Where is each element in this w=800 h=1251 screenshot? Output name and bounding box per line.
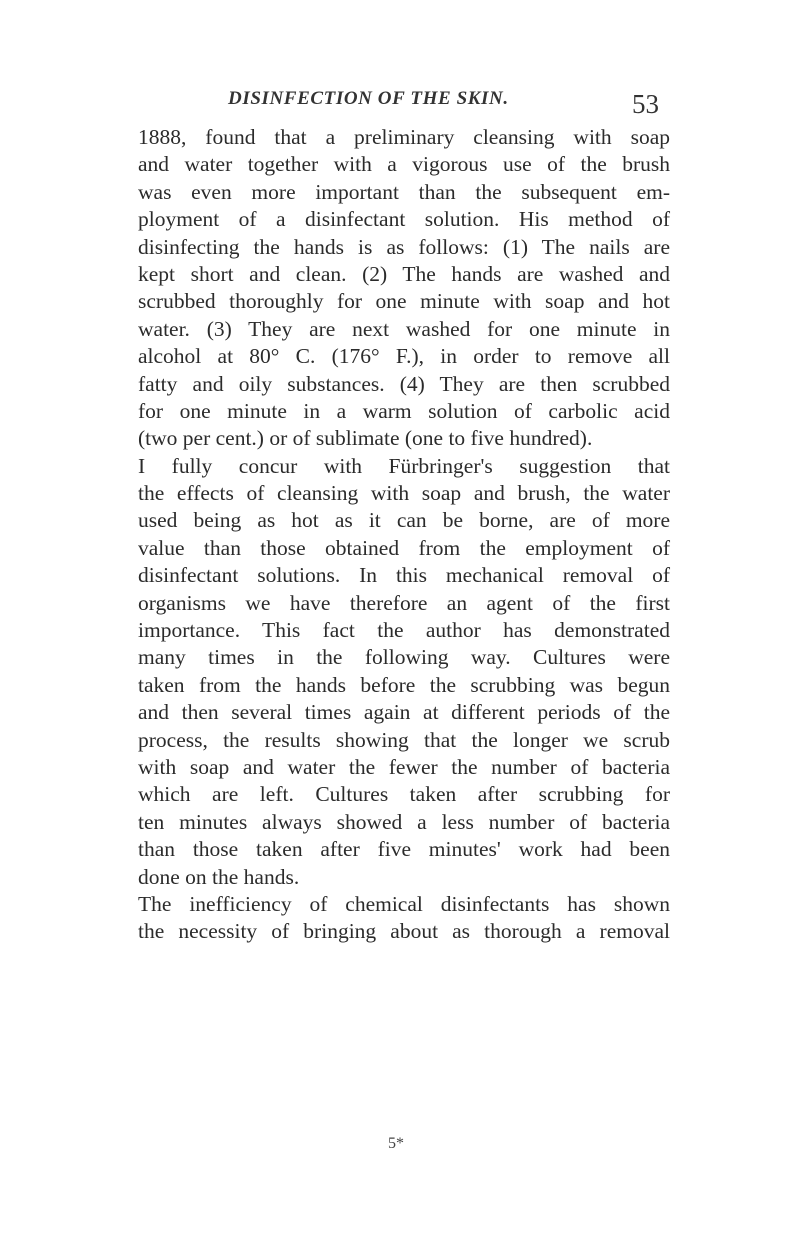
page-number: 53: [632, 89, 659, 119]
text-line: disinfectant solutions. In this mechanical removal of: [138, 563, 670, 588]
text-line: ten minutes always showed a less number of bacteria: [138, 809, 670, 834]
text-line: (two per cent.) or of sublimate (one to five hundred).: [138, 426, 593, 451]
text-line: many times in the following way. Cultures were: [138, 645, 670, 670]
text-line: ployment of a disinfectant solution. His method of: [138, 207, 670, 232]
text-line: and water together with a vigorous use of the brush: [138, 152, 670, 177]
text-line: which are left. Cultures taken after scrubbing for: [138, 782, 670, 807]
text-line: process, the results showing that the longer we scrub: [138, 727, 670, 752]
text-line: than those taken after five minutes' work had been: [138, 837, 670, 862]
running-title: DISINFECTION OF THE SKIN.: [228, 88, 509, 109]
text-line: done on the hands.: [138, 864, 300, 889]
text-line: taken from the hands before the scrubbing was begun: [138, 672, 670, 697]
text-line: The inefficiency of chemical disinfectants has shown: [138, 891, 670, 916]
text-line: alcohol at 80° C. (176° F.), in order to remove all: [138, 344, 670, 369]
text-line: disinfecting the hands is as follows: (1) The nails are: [138, 234, 670, 259]
text-line: value than those obtained from the employment of: [138, 535, 670, 560]
text-line: kept short and clean. (2) The hands are washed and: [138, 261, 670, 286]
text-line: organisms we have therefore an agent of the first: [138, 590, 670, 615]
body-text: [138, 124, 670, 946]
signature-mark: 5*: [388, 1135, 404, 1152]
text-line: water. (3) They are next washed for one minute in: [138, 316, 670, 341]
text-line: the necessity of bringing about as thorough a removal: [138, 919, 670, 944]
text-line: for one minute in a warm solution of carbolic acid: [138, 398, 670, 423]
text-line: with soap and water the fewer the number of bacteria: [138, 754, 670, 779]
text-line: 1888, found that a preliminary cleansing with soap: [138, 125, 670, 149]
text-line: fatty and oily substances. (4) They are then scrubbed: [138, 371, 670, 396]
text-line: importance. This fact the author has demonstrated: [138, 618, 670, 643]
text-line: used being as hot as it can be borne, are of more: [138, 508, 670, 533]
text-line: the effects of cleansing with soap and brush, the water: [138, 481, 670, 506]
text-line: and then several times again at different periods of the: [138, 700, 670, 725]
text-line: was even more important than the subsequent em-: [138, 179, 670, 204]
text-line: I fully concur with Fürbringer's suggestion that: [138, 453, 670, 478]
text-line: scrubbed thoroughly for one minute with soap and hot: [138, 289, 670, 314]
